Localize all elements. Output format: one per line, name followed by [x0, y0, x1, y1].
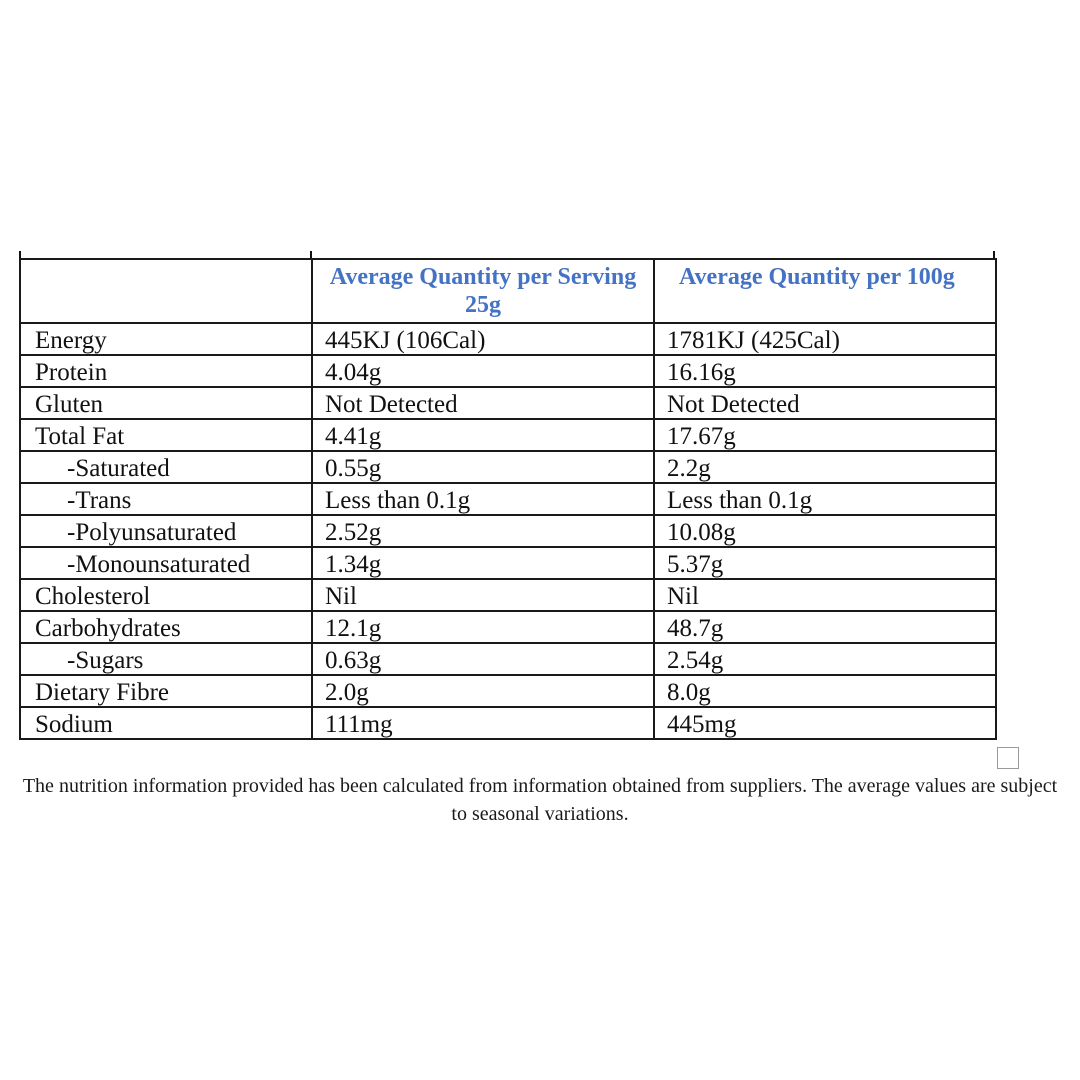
table-row: [20, 675, 996, 707]
per-100g-value: 48.7g: [654, 611, 996, 643]
nutrient-name: -Polyunsaturated: [20, 515, 312, 547]
nutrient-name: Gluten: [20, 387, 312, 419]
nutrient-name: -Monounsaturated: [20, 547, 312, 579]
per-serving-value: 0.63g: [312, 643, 654, 675]
per-serving-value: Not Detected: [312, 387, 654, 419]
per-serving-value: 2.52g: [312, 515, 654, 547]
nutrition-table: [19, 258, 997, 740]
table-row: [20, 707, 996, 739]
header-per-serving: Average Quantity per Serving 25g: [312, 259, 654, 323]
nutrient-name: -Sugars: [20, 643, 312, 675]
per-serving-value: Nil: [312, 579, 654, 611]
table-row: [20, 355, 996, 387]
per-100g-value: 5.37g: [654, 547, 996, 579]
table-body: [20, 323, 996, 739]
header-nutrient: [20, 259, 312, 323]
nutrient-name: Dietary Fibre: [20, 675, 312, 707]
per-100g-value: 2.2g: [654, 451, 996, 483]
nutrient-name: -Trans: [20, 483, 312, 515]
table-row: [20, 451, 996, 483]
table-row: [20, 611, 996, 643]
per-serving-value: 1.34g: [312, 547, 654, 579]
per-serving-value: 445KJ (106Cal): [312, 323, 654, 355]
per-100g-value: 445mg: [654, 707, 996, 739]
per-100g-value: 8.0g: [654, 675, 996, 707]
table-row: [20, 387, 996, 419]
per-100g-value: 10.08g: [654, 515, 996, 547]
per-100g-value: 2.54g: [654, 643, 996, 675]
nutrient-name: Protein: [20, 355, 312, 387]
table-row: [20, 419, 996, 451]
checkbox[interactable]: [997, 747, 1019, 769]
per-100g-value: 17.67g: [654, 419, 996, 451]
per-serving-value: 4.41g: [312, 419, 654, 451]
table-header-row: [20, 259, 996, 323]
per-serving-value: 111mg: [312, 707, 654, 739]
per-serving-value: 0.55g: [312, 451, 654, 483]
per-serving-value: Less than 0.1g: [312, 483, 654, 515]
nutrient-name: Cholesterol: [20, 579, 312, 611]
table-row: [20, 643, 996, 675]
nutrient-name: -Saturated: [20, 451, 312, 483]
footnote: The nutrition information provided has been calculated from information obtained from suppliers. The average values are subject to seasonal variations.: [22, 775, 1058, 825]
per-serving-value: 12.1g: [312, 611, 654, 643]
table-row: [20, 323, 996, 355]
nutrient-name: Total Fat: [20, 419, 312, 451]
per-serving-value: 2.0g: [312, 675, 654, 707]
nutrient-name: Sodium: [20, 707, 312, 739]
per-100g-value: 1781KJ (425Cal): [654, 323, 996, 355]
nutrient-name: Carbohydrates: [20, 611, 312, 643]
nutrient-name: Energy: [20, 323, 312, 355]
per-100g-value: 16.16g: [654, 355, 996, 387]
table-row: [20, 547, 996, 579]
per-100g-value: Less than 0.1g: [654, 483, 996, 515]
per-serving-value: 4.04g: [312, 355, 654, 387]
table-row: [20, 483, 996, 515]
table-row: [20, 579, 996, 611]
header-per-100g: Average Quantity per 100g: [654, 259, 996, 323]
table-row: [20, 515, 996, 547]
per-100g-value: Nil: [654, 579, 996, 611]
per-100g-value: Not Detected: [654, 387, 996, 419]
